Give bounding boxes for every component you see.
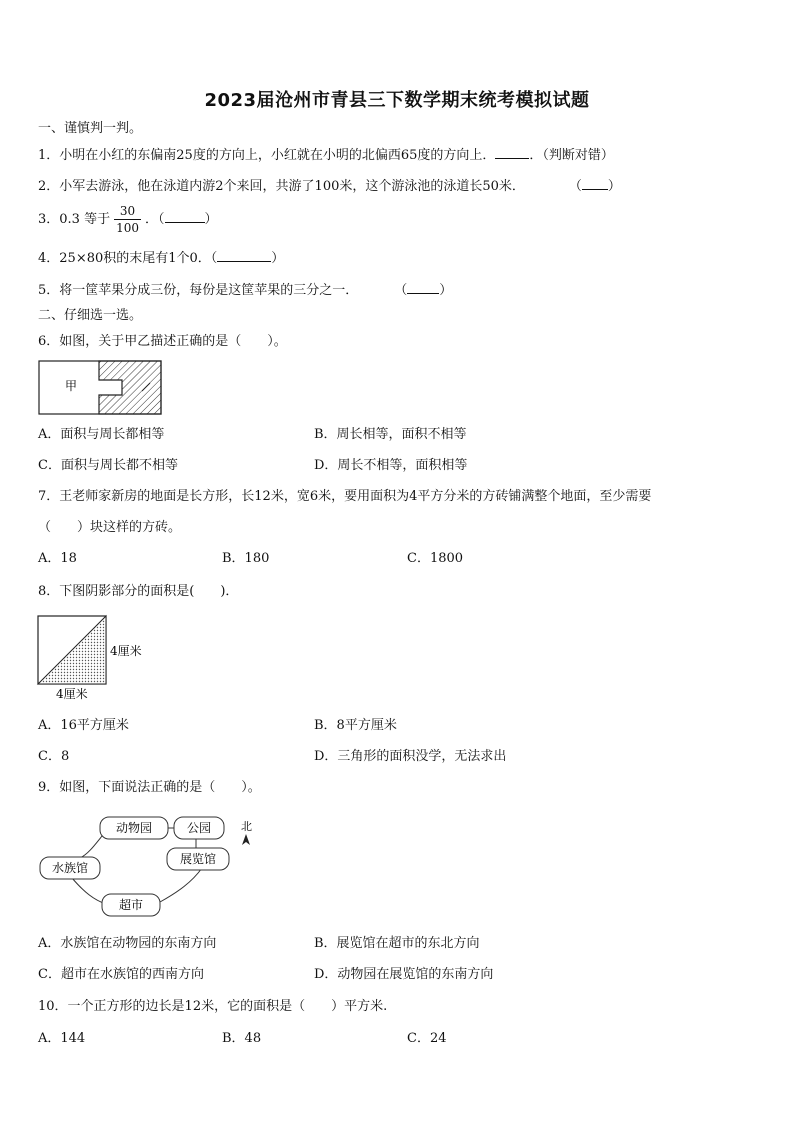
question-3 (38, 203, 218, 237)
q8-option-a[interactable]: A．16平方厘米 (38, 718, 129, 733)
fraction (114, 203, 141, 236)
bracket-close: ） (607, 179, 621, 194)
map-label-zoo: 动物园 (115, 821, 153, 835)
q9-option-a[interactable]: A．水族馆在动物园的东南方向 (38, 936, 217, 951)
route-zoo-aquarium (80, 836, 102, 858)
fraction-denominator: 100 (116, 221, 139, 235)
q10-option-b[interactable]: B．48 (222, 1031, 262, 1046)
map-label-park: 公园 (186, 821, 212, 835)
q10-option-c[interactable]: C．24 (407, 1031, 447, 1046)
bracket-close: ） (439, 283, 453, 298)
answer-blank-3[interactable] (165, 210, 205, 223)
question-4 (38, 249, 284, 268)
question-3-prefix: 3．0.3 等于 (38, 212, 111, 227)
question-3-suffix: ．（ (144, 212, 165, 227)
fraction-numerator: 30 (114, 203, 141, 220)
bracket-close: ） (204, 212, 218, 227)
region-a-label: 甲 (65, 379, 78, 393)
q7-option-c[interactable]: C．1800 (407, 551, 464, 566)
question-1 (38, 146, 614, 165)
side-length-label: 4厘米 (110, 644, 142, 658)
answer-blank-2[interactable] (582, 177, 608, 190)
answer-blank-1[interactable] (495, 146, 529, 159)
question-10-text: 10．一个正方形的边长是12米，它的面积是（ ）平方米. (38, 999, 388, 1014)
bracket-close: ） (271, 251, 285, 266)
question-1-tail: ．（判断对错） (529, 148, 614, 163)
q8-option-b[interactable]: B．8平方厘米 (314, 718, 397, 733)
answer-blank-4[interactable] (217, 249, 271, 262)
answer-blank-5[interactable] (407, 281, 439, 294)
bottom-length-label: 4厘米 (56, 687, 88, 701)
page-title: 2023届沧州市青县三下数学期末统考模拟试题 (204, 90, 590, 111)
q9-map (36, 812, 266, 922)
question-5-text: 5．将一筐苹果分成三份，每份是这筐苹果的三分之一． (38, 283, 359, 298)
north-label: 北 (241, 820, 252, 833)
bracket-open: （ (394, 283, 408, 298)
q6-option-b[interactable]: B．周长相等，面积不相等 (314, 427, 467, 442)
map-label-aquarium: 水族馆 (51, 861, 89, 875)
route-aquarium-market (72, 878, 106, 904)
q8-figure (36, 614, 156, 704)
q9-option-d[interactable]: D．动物园在展览馆的东南方向 (314, 967, 494, 982)
question-2-text: 2．小军去游泳，他在泳道内游2个来回，共游了100米，这个游泳池的泳道长50米． (38, 179, 525, 194)
q7-option-b[interactable]: B．180 (222, 551, 270, 566)
question-1-text: 1．小明在小红的东偏南25度的方向上，小红就在小明的北偏西65度的方向上． (38, 148, 496, 163)
q10-option-a[interactable]: A．144 (38, 1031, 86, 1046)
map-label-market: 超市 (118, 898, 144, 912)
section-heading-judge: 一、谨慎判一判。 (38, 121, 143, 136)
question-6-text: 6．如图，关于甲乙描述正确的是（ ）。 (38, 334, 287, 349)
question-4-text: 4．25×80积的末尾有1个0．（ (38, 251, 218, 266)
q6-figure (38, 360, 163, 416)
q9-option-b[interactable]: B．展览馆在超市的东北方向 (314, 936, 480, 951)
question-8-text: 8．下图阴影部分的面积是( )． (38, 584, 239, 599)
q9-option-c[interactable]: C．超市在水族馆的西南方向 (38, 967, 204, 982)
map-label-expo: 展览馆 (179, 852, 217, 866)
question-7-line2: （ ）块这样的方砖。 (38, 520, 182, 535)
question-2 (38, 177, 621, 196)
q6-option-d[interactable]: D．周长不相等，面积相等 (314, 458, 468, 473)
section-heading-choose: 二、仔细选一选。 (38, 308, 143, 323)
q6-option-c[interactable]: C．面积与周长都不相等 (38, 458, 178, 473)
q8-option-c[interactable]: C．8 (38, 749, 70, 764)
bracket-open: （ (568, 179, 582, 194)
q6-option-a[interactable]: A．面积与周长都相等 (38, 427, 165, 442)
q7-option-a[interactable]: A．18 (38, 551, 77, 566)
route-market-expo (160, 868, 202, 902)
q8-option-d[interactable]: D．三角形的面积没学，无法求出 (314, 749, 507, 764)
north-arrow-icon (242, 834, 250, 845)
question-7-line1: 7．王老师家新房的地面是长方形，长12米，宽6米，要用面积为4平方分米的方砖铺满整个地面，至少需要 (38, 489, 652, 504)
question-9-text: 9．如图，下面说法正确的是（ ）。 (38, 780, 261, 795)
question-5 (38, 281, 452, 300)
